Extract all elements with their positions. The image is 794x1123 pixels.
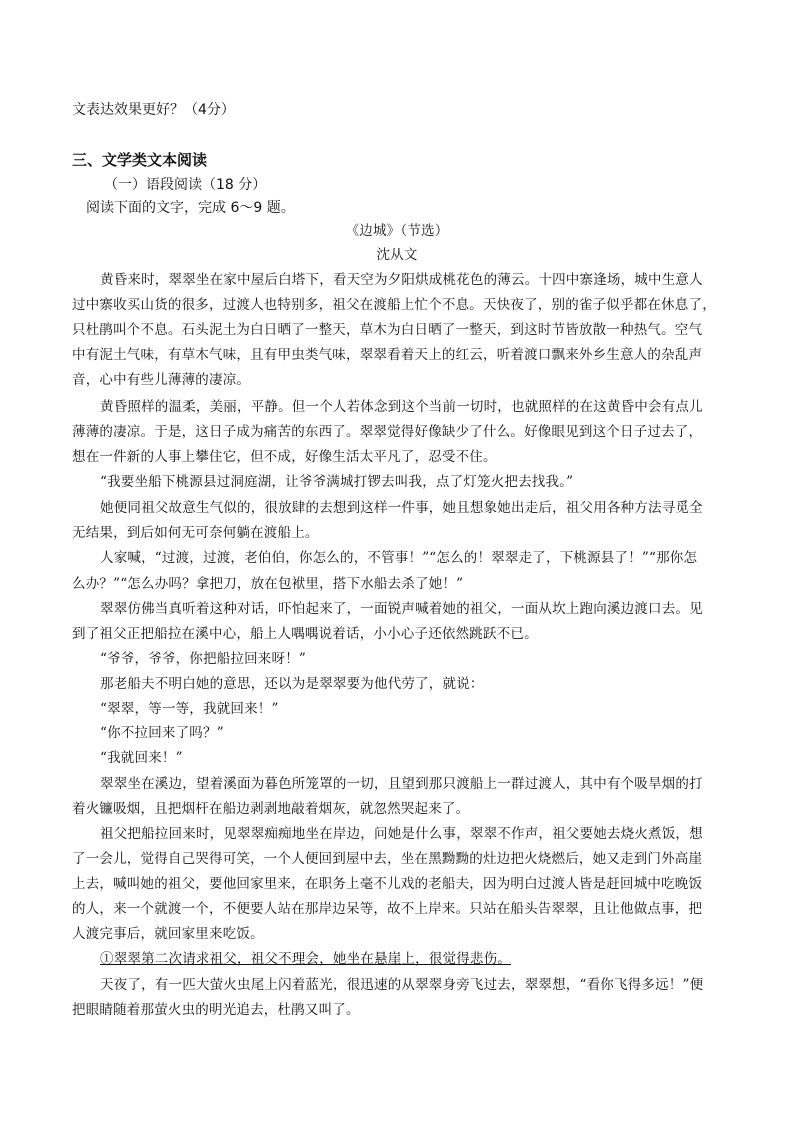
passage-line: 上去，喊叫她的祖父，要他回家里来，在职务上毫不儿戏的老船夫，因为明白过渡人皆是赶回城中吃晚饭 xyxy=(72,876,703,892)
passage-line: 翠翠坐在溪边，望着溪面为暮色所笼罩的一切，且望到那只渡船上一群过渡人，其中有个吸旱烟的打 xyxy=(100,776,703,792)
passage-line: 祖父把船拉回来时，见翠翠痴痴地坐在岸边，问她是什么事，翠翠不作声，祖父要她去烧火煮饭，想 xyxy=(100,826,703,842)
passage-line: “我就回来！” xyxy=(100,750,183,766)
passage-line: 想在一件新的人事上攀住它，但不成，好像生活太平凡了，忍受不住。 xyxy=(72,449,497,465)
passage-line: 人家喊，“过渡，过渡，老伯伯，你怎么的，不管事！”“怎么的！翠翠走了，下桃源县了！”“那你怎 xyxy=(100,550,698,566)
section-title: 三、文学类文本阅读 xyxy=(72,151,208,169)
passage-line: 黄昏照样的温柔，美丽，平静。但一个人若体念到这个当前一切时，也就照样的在这黄昏中会有点儿 xyxy=(100,399,703,415)
passage-line: 无结果，到后如何无可奈何躺在渡船上。 xyxy=(72,525,319,541)
passage-line: 中有泥土气味，有草木气味，且有甲虫类气味，翠翠看着天上的红云，听着渡口飘来外乡生意人的杂乱声 xyxy=(72,347,703,363)
passage-line: 她便同祖父故意生气似的，很放肆的去想到这样一件事，她且想象她出走后，祖父用各种方法寻觅全 xyxy=(100,500,703,516)
passage-line: 天夜了，有一匹大萤火虫尾上闪着蓝光，很迅速的从翠翠身旁飞过去，翠翠想，“看你飞得多远！”便 xyxy=(100,977,704,993)
instruction-text: 阅读下面的文字，完成 6～9 题。 xyxy=(86,200,295,216)
passage-title: 《边城》（节选） xyxy=(345,223,449,239)
passage-line: “爷爷，爷爷，你把船拉回来呀！” xyxy=(100,651,307,667)
passage-line: 着火镰吸烟，且把烟杆在船边剥剥地敲着烟灰，就忽然哭起来了。 xyxy=(72,801,470,817)
passage-line: 音，心中有些儿薄薄的凄凉。 xyxy=(72,372,251,388)
passage-line: 只杜鹃叫个不息。石头泥土为白日晒了一整天，草木为白日晒了一整天，到这时节皆放散一种热气。空气 xyxy=(72,322,703,338)
passage-line: 到了祖父正把船拉在溪中心，船上人喁喁说着话，小小心子还依然跳跃不已。 xyxy=(72,626,538,642)
passage-line: 过中寨收买山货的很多，过渡人也特别多，祖父在渡船上忙个不息。天快夜了，别的雀子似乎都在休息了， xyxy=(72,297,716,313)
passage-line: 黄昏来时，翠翠坐在家中屋后白塔下，看天空为夕阳烘成桃花色的薄云。十四中寨逢场，城中生意人 xyxy=(100,272,703,288)
passage-line: 翠翠仿佛当真听着这种对话，吓怕起来了，一面锐声喊着她的祖父，一面从坎上跑向溪边渡口去。见 xyxy=(100,601,703,617)
passage-line: “你不拉回来了吗？” xyxy=(100,725,224,741)
passage-line: “翠翠，等一等，我就回来！” xyxy=(100,701,279,717)
subsection-title: （一）语段阅读（18 分） xyxy=(104,177,267,193)
passage-line: 了一会儿，觉得自己哭得可笑，一个人便回到屋中去，坐在黑黝黝的灶边把火烧燃后，她又走到门外高崖 xyxy=(72,851,703,867)
passage-line: 么办？”“怎么办吗？拿把刀，放在包袱里，搭下水船去杀了她！” xyxy=(72,576,464,592)
underlined-sentence-1: ①翠翠第二次请求祖父，祖父不理会，她坐在悬崖上，很觉得悲伤。 xyxy=(100,951,511,967)
passage-author: 沈从文 xyxy=(376,247,418,263)
passage-line: 把眼睛随着那萤火虫的明光追去，杜鹃又叫了。 xyxy=(72,1002,360,1018)
passage-line: 薄薄的凄凉。于是，这日子成为痛苦的东西了。翠翠觉得好像缺少了什么。好像眼见到这个日子过去了， xyxy=(72,424,703,440)
question-continuation: 文表达效果更好？（4分） xyxy=(72,102,235,118)
passage-line: 人渡完事后，就回家里来吃饭。 xyxy=(72,926,264,942)
passage-line: 的人，来一个就渡一个，不便要人站在那岸边呆等，故不上岸来。只站在船头告翠翠，且让他做点事，把 xyxy=(72,901,703,917)
passage-line: 那老船夫不明白她的意思，还以为是翠翠要为他代劳了，就说： xyxy=(100,676,484,692)
passage-line: “我要坐船下桃源县过洞庭湖，让爷爷满城打锣去叫我，点了灯笼火把去找我。” xyxy=(100,474,574,490)
